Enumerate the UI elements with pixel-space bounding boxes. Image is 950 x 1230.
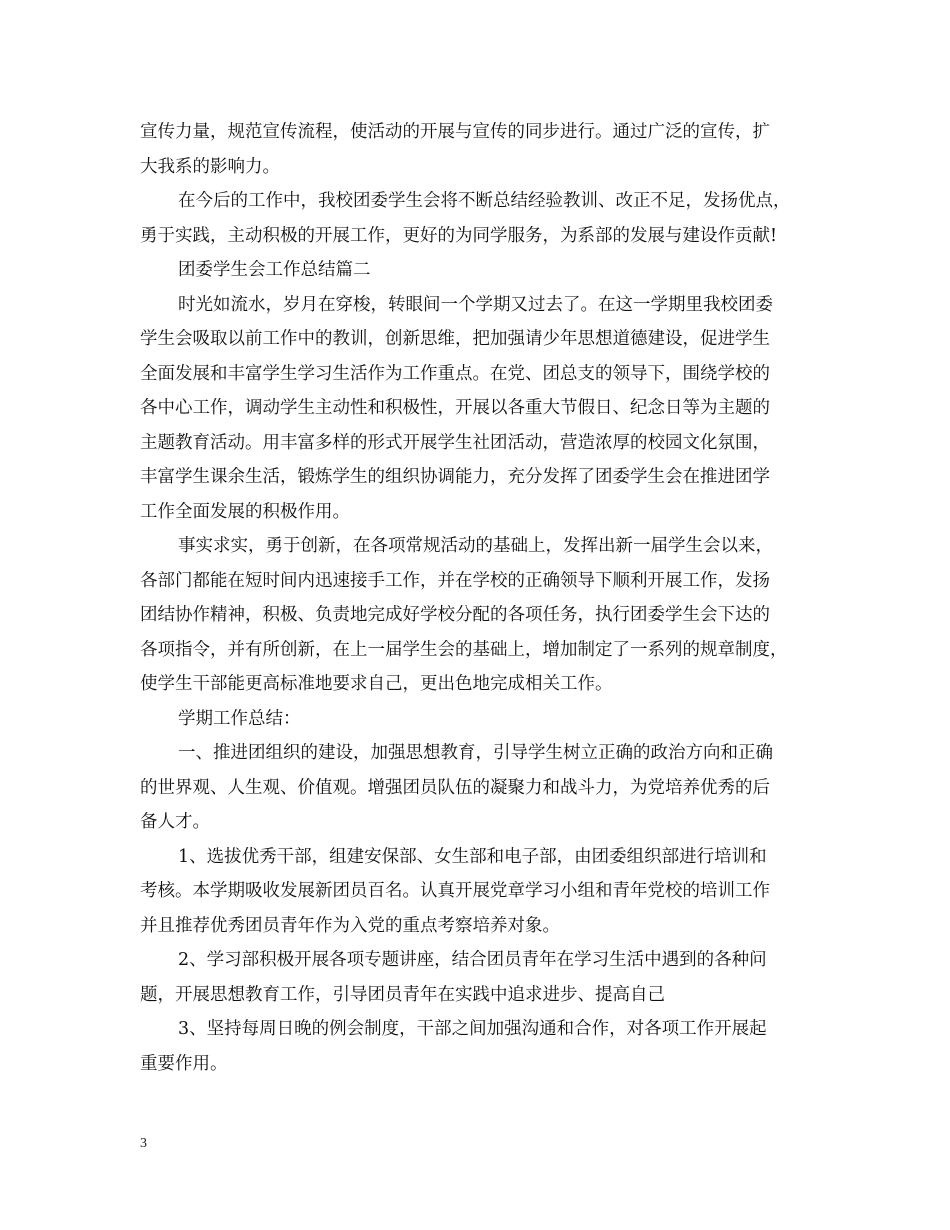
text-line: 主题教育活动。用丰富多样的形式开展学生社团活动，营造浓厚的校园文化氛围， [140, 432, 770, 453]
text-line: 使学生干部能更高标准地要求自己，更出色地完成相关工作。 [140, 674, 613, 694]
page-number: 3 [140, 1136, 147, 1151]
text-line: 事实求实，勇于创新，在各项常规活动的基础上，发挥出新一届学生会以来， [178, 536, 773, 556]
text-line: 各部门都能在短时间内迅速接手工作，并在学校的正确领导下顺利开展工作，发扬 [140, 570, 770, 591]
section-heading: 学期工作总结： [178, 708, 301, 729]
text-line: 重要作用。 [140, 1053, 228, 1074]
text-line: 备人才。 [140, 812, 210, 832]
text-line: 各中心工作，调动学生主动性和积极性，开展以各重大节假日、纪念日等为主题的 [140, 398, 770, 418]
text-line: 全面发展和丰富学生学习生活作为工作重点。在党、团总支的领导下，围绕学校的 [140, 363, 770, 384]
text-line: 1、选拔优秀干部，组建安保部、女生部和电子部，由团委组织部进行培训和 [178, 846, 767, 867]
text-line: 勇于实践，主动积极的开展工作，更好的为同学服务，为系部的发展与建设作贡献! [140, 225, 778, 246]
text-line: 2、学习部积极开展各项专题讲座，结合团员青年在学习生活中遇到的各种问 [178, 950, 767, 970]
text-line: 工作全面发展的积极作用。 [140, 501, 350, 522]
text-line: 并且推荐优秀团员青年作为入党的重点考察培养对象。 [140, 915, 560, 936]
text-line: 团结协作精神，积极、负责地完成好学校分配的各项任务，执行团委学生会下达的 [140, 605, 770, 625]
text-line: 一、推进团组织的建设，加强思想教育，引导学生树立正确的政治方向和正确 [178, 743, 773, 763]
text-line: 3、坚持每周日晚的例会制度，干部之间加强沟通和合作，对各项工作开展起 [178, 1019, 767, 1039]
text-line: 大我系的影响力。 [140, 156, 280, 177]
text-line: 丰富学生课余生活，锻炼学生的组织协调能力，充分发挥了团委学生会在推进团学 [140, 467, 770, 487]
section-heading: 团委学生会工作总结篇二 [178, 260, 371, 280]
text-line: 宣传力量，规范宣传流程，使活动的开展与宣传的同步进行。通过广泛的宣传，扩 [140, 122, 770, 142]
text-line: 学生会吸取以前工作中的教训，创新思维，把加强请少年思想道德建设，促进学生 [140, 329, 770, 349]
text-line: 时光如流水，岁月在穿梭，转眼间一个学期又过去了。在这一学期里我校团委 [178, 294, 773, 315]
text-line: 在今后的工作中，我校团委学生会将不断总结经验教训、改正不足，发扬优点， [178, 191, 791, 211]
text-line: 考核。本学期吸收发展新团员百名。认真开展党章学习小组和青年党校的培训工作 [140, 881, 770, 901]
document-body [140, 115, 816, 1081]
text-line: 的世界观、人生观、价值观。增强团员队伍的凝聚力和战斗力，为党培养优秀的后 [140, 777, 770, 798]
text-line: 题，开展思想教育工作，引导团员青年在实践中追求进步、提高自己 [140, 984, 665, 1005]
text-line: 各项指令，并有所创新，在上一届学生会的基础上，增加制定了一系列的规章制度， [140, 639, 788, 660]
